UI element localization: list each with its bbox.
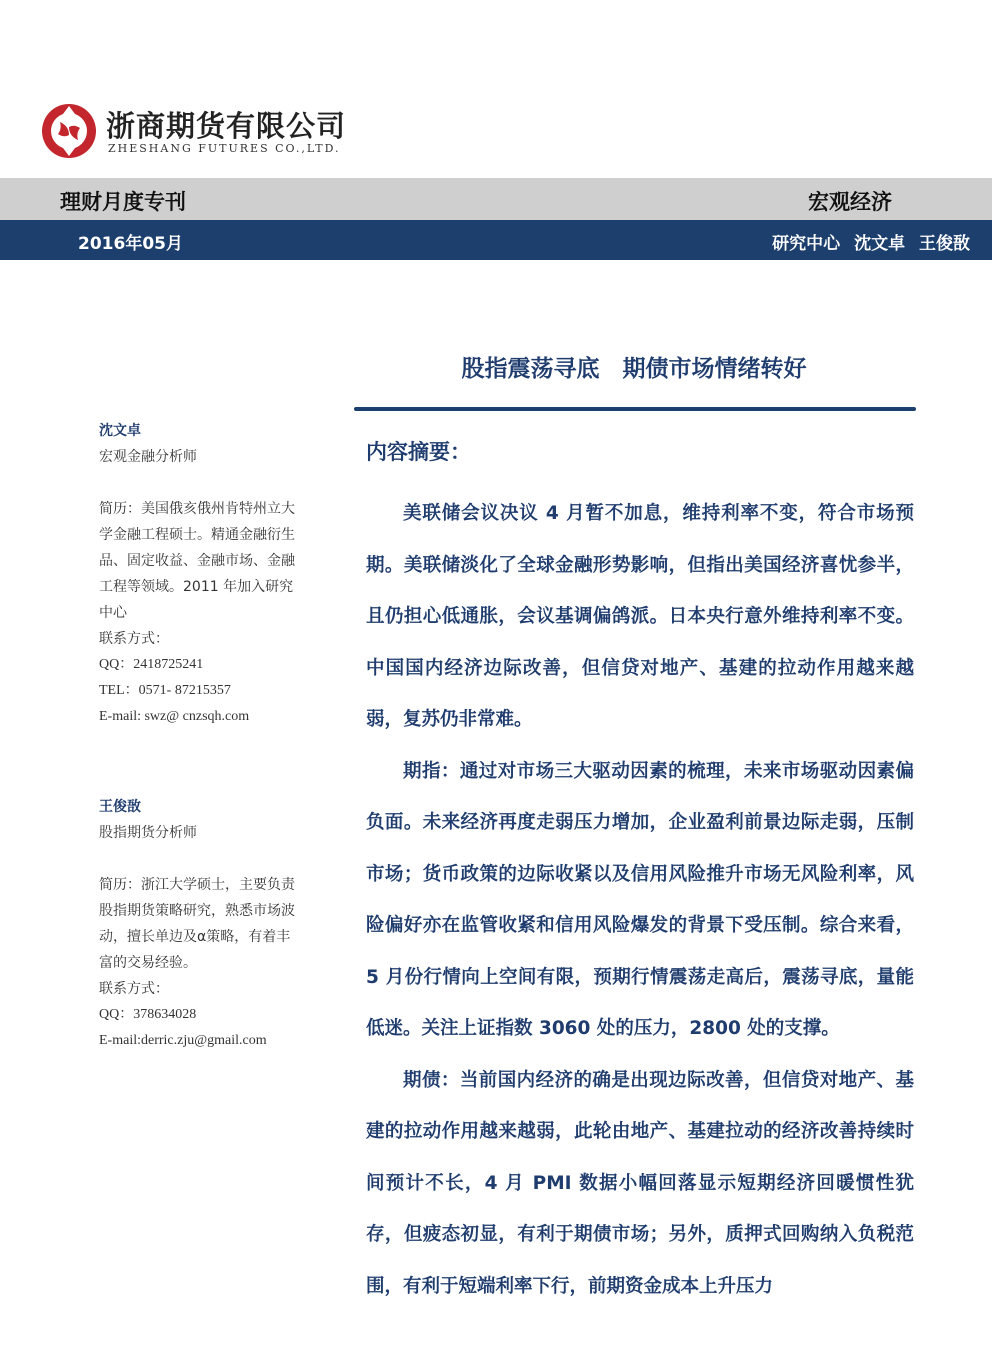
publication-band — [0, 178, 992, 220]
company-name-cn: 浙商期货有限公司 — [106, 109, 347, 143]
publication-name: 理财月度专刊 — [60, 190, 186, 214]
author-sidebar — [99, 418, 299, 1054]
spacer — [99, 730, 299, 794]
author-role: 股指期货分析师 — [99, 825, 197, 841]
report-title: 股指震荡寻底 期债市场情绪转好 — [461, 356, 807, 382]
report-category: 宏观经济 — [808, 190, 892, 214]
author-card — [99, 418, 299, 730]
title-divider — [354, 407, 916, 411]
report-authors: 研究中心 沈文卓 王俊敔 — [772, 234, 970, 254]
report-date: 2016年05月 — [78, 234, 183, 254]
author-name: 沈文卓 — [99, 423, 141, 439]
zheshang-logo-icon — [40, 102, 98, 160]
abstract-paragraph: 美联储会议决议 4 月暂不加息，维持利率不变，符合市场预期。美联储淡化了全球金融形势影响，但指出美国经济喜忧参半，且仍担心低通胀，会议基调偏鸽派。日本央行意外维持利率不变。中国国内经济边际改善，但信贷对地产、基建的拉动作用越来越弱，复苏仍非常难。 — [366, 503, 914, 730]
contact-label: 联系方式： — [99, 981, 169, 997]
abstract-heading: 内容摘要： — [366, 440, 471, 464]
author-resume: 简历：浙江大学硕士，主要负责股指期货策略研究，熟悉市场波动，擅长单边及α策略，有着丰富的交易经验。 — [99, 877, 295, 971]
info-band — [0, 220, 992, 260]
company-logo — [40, 100, 380, 162]
abstract-section — [366, 436, 914, 1336]
author-role: 宏观金融分析师 — [99, 449, 197, 465]
abstract-paragraph: 期指：通过对市场三大驱动因素的梳理，未来市场驱动因素偏负面。未来经济再度走弱压力增加，企业盈利前景边际走弱，压制市场；货币政策的边际收紧以及信用风险推升市场无风险利率，风险偏好亦在监管收紧和信用风险爆发的背景下受压制。综合来看，5 月份行情向上空间有限，预期行情震荡走高后，震荡寻底，量能低迷。关注上证指数 3060 处的压力，2800 处的支撑。 — [366, 760, 914, 1039]
contact-label: 联系方式： — [99, 631, 169, 647]
company-name-en: ZHESHANG FUTURES CO.,LTD. — [108, 142, 341, 155]
author-email: E-mail: swz@ cnzsqh.com — [99, 709, 250, 724]
author-email: E-mail:derric.zju@gmail.com — [99, 1033, 267, 1048]
abstract-paragraph: 期债：当前国内经济的确是出现边际改善，但信贷对地产、基建的拉动作用越来越弱，此轮由地产、基建拉动的经济改善持续时间预计不长，4 月 PMI 数据小幅回落显示短期经济回暖惯性犹存，但疲态初显，有利于期债市场；另外，质押式回购纳入负税范围，有利于短端利率下行，前期资金成本上升压力 — [366, 1069, 914, 1297]
author-resume: 简历：美国俄亥俄州肯特州立大学金融工程硕士。精通金融衍生品、固定收益、金融市场、金融工程等领域。2011 年加入研究中心 — [99, 501, 295, 621]
author-qq: QQ：378634028 — [99, 1007, 197, 1022]
author-tel: TEL：0571- 87215357 — [99, 683, 231, 698]
author-qq: QQ：2418725241 — [99, 657, 204, 672]
author-card — [99, 794, 299, 1054]
author-name: 王俊敔 — [99, 799, 141, 815]
